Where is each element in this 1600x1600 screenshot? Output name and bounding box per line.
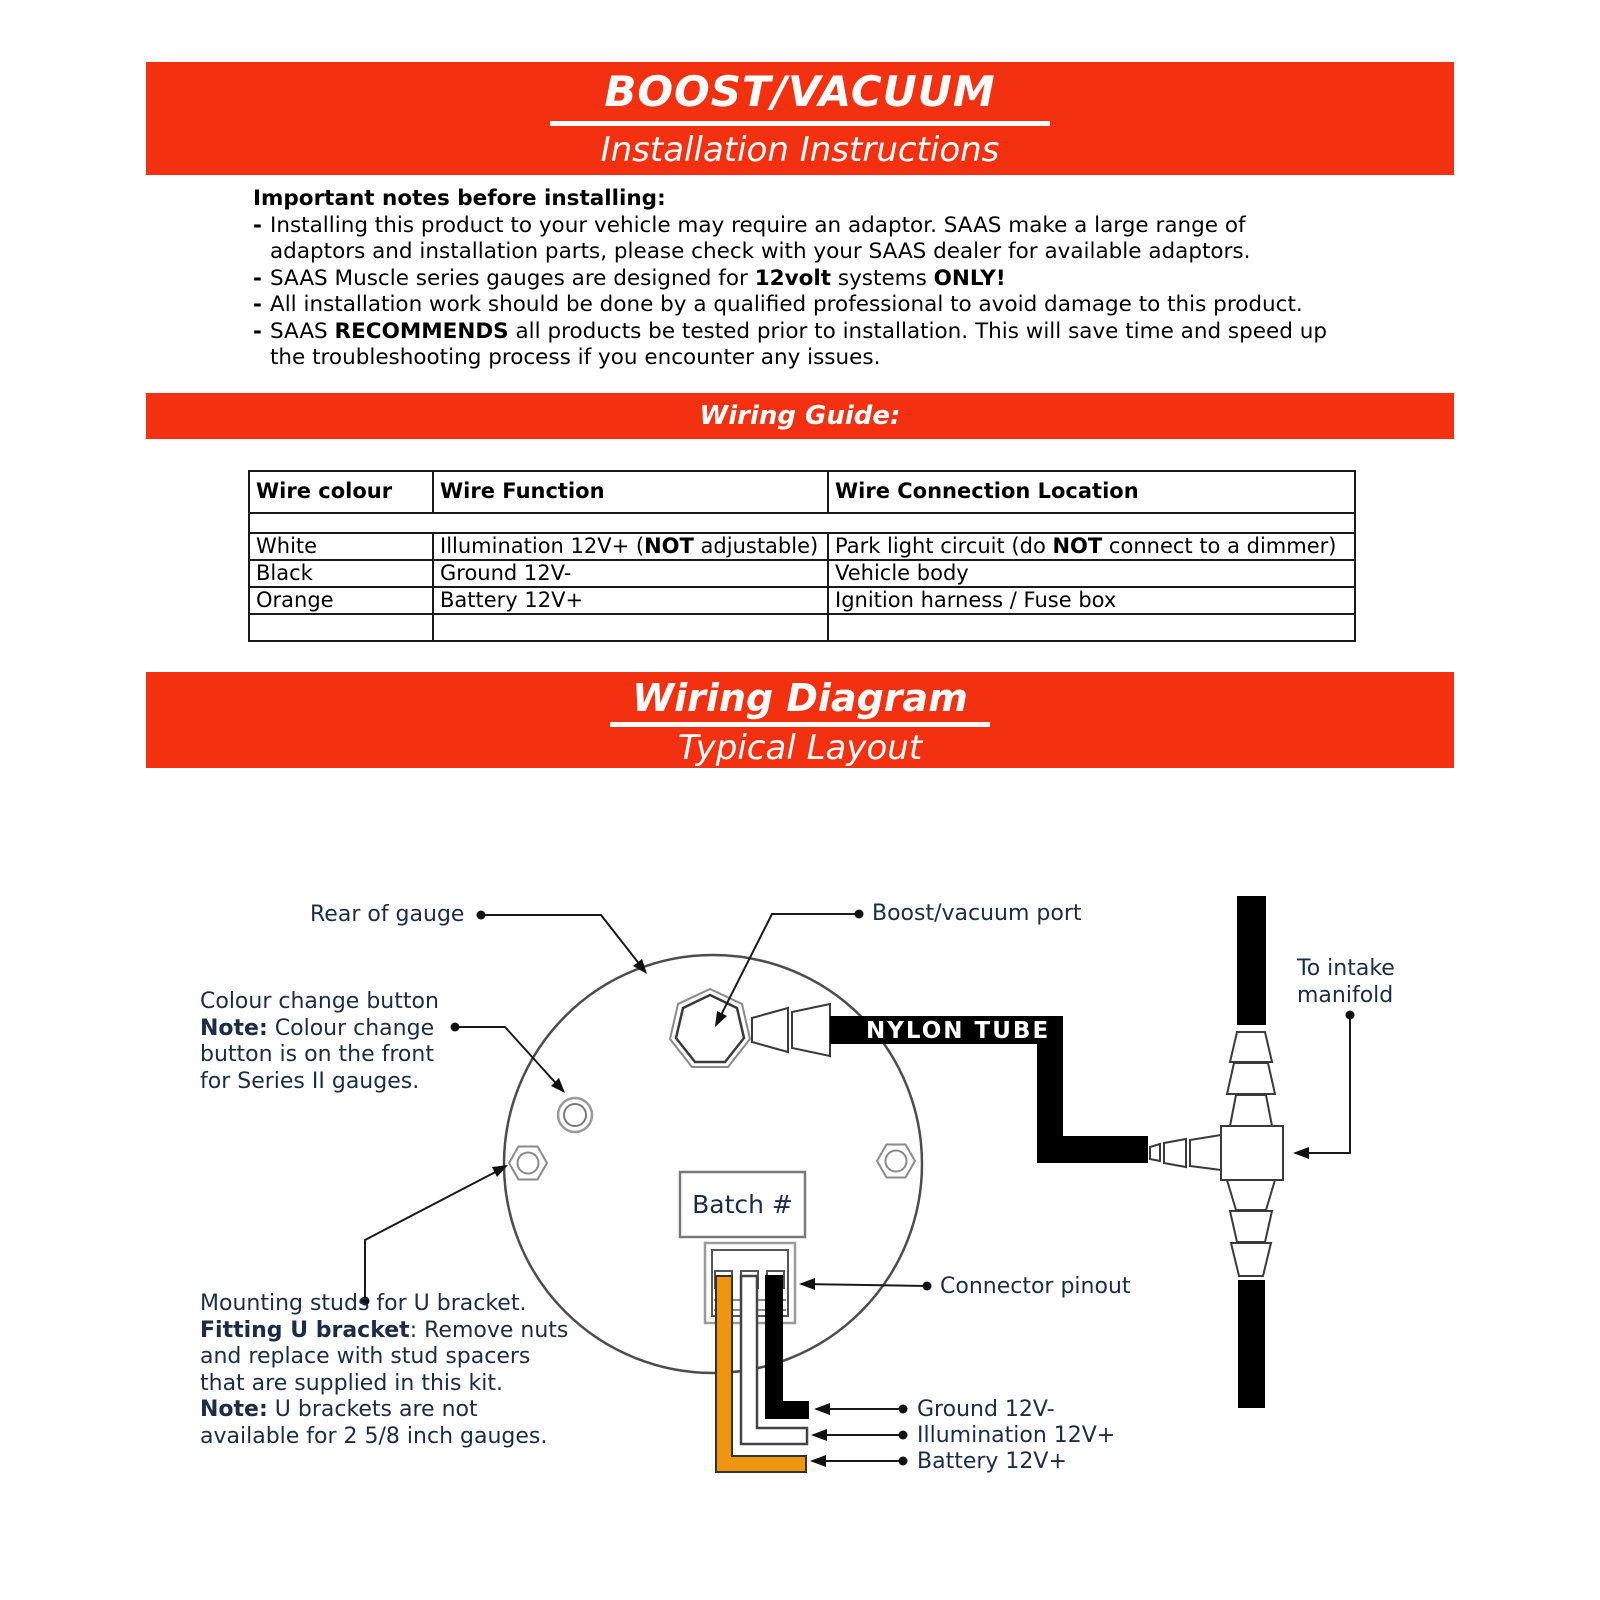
label-boost-vacuum-port: Boost/vacuum port	[872, 901, 1082, 926]
tube-to-manifold-bottom	[1238, 1280, 1265, 1408]
col-header-wire-location: Wire Connection Location	[835, 479, 1139, 503]
tube-to-manifold-top	[1237, 896, 1266, 1025]
label-connector-pinout: Connector pinout	[940, 1274, 1131, 1299]
table-row: Orange Battery 12V+ Ignition harness / Fuse box	[250, 586, 1354, 613]
col-header-wire-function: Wire Function	[434, 472, 829, 512]
note-item: - Installing this product to your vehicle may require an adaptor. SAAS make a large range of adaptors and installation parts, please check with your SAAS dealer for available adaptors.	[253, 212, 1251, 264]
t-connector	[1150, 896, 1283, 1408]
mounting-stud-left	[509, 1147, 547, 1180]
table-row: Black Ground 12V- Vehicle body	[250, 559, 1354, 586]
label-batch-number: Batch #	[692, 1190, 793, 1219]
leader-to-intake	[1295, 1015, 1350, 1153]
wiring-guide-title: Wiring Guide:	[699, 401, 901, 431]
label-battery: Battery 12V+	[917, 1449, 1067, 1474]
note-item: - SAAS Muscle series gauges are designed for 12volt systems ONLY!	[253, 265, 1006, 291]
leader-rear-of-gauge	[481, 915, 644, 970]
mounting-stud-right	[877, 1145, 915, 1178]
label-mounting-studs-note: Mounting studs for U bracket. Fitting U bracket: Remove nuts and replace with stud spacers that are supplied in this kit. Note: U brackets are not available for 2 5/8 inch gauges.	[200, 1291, 569, 1449]
note-item: - All installation work should be done by a qualified professional to avoid damage to this product.	[253, 292, 1303, 317]
colour-change-button-shape	[558, 1098, 592, 1132]
label-to-intake-manifold: To intake manifold	[1297, 956, 1395, 1008]
page-subtitle: Installation Instructions	[600, 130, 1000, 170]
notes-heading: Important notes before installing:	[253, 186, 666, 211]
label-nylon-tube: NYLON TUBE	[866, 1018, 1051, 1044]
label-ground: Ground 12V-	[917, 1397, 1055, 1422]
page-title: BOOST/VACUUM	[604, 67, 996, 116]
wiring-diagram-title: Wiring Diagram	[632, 676, 968, 720]
leader-mounting-studs	[365, 1167, 505, 1301]
col-header-wire-colour: Wire colour	[250, 472, 434, 512]
table-row: White Illumination 12V+ (NOT adjustable) Park light circuit (do NOT connect to a dimmer)	[250, 532, 1354, 559]
note-item: - SAAS RECOMMENDS all products be tested prior to installation. This will save time and speed up the troubleshooting process if you encounter any issues.	[253, 318, 1327, 370]
label-colour-change-note: Colour change button Note: Colour change button is on the front for Series II gauges.	[200, 989, 439, 1094]
label-illumination: Illumination 12V+	[917, 1423, 1116, 1448]
label-rear-of-gauge: Rear of gauge	[310, 902, 465, 927]
wiring-diagram-subtitle: Typical Layout	[677, 728, 923, 768]
